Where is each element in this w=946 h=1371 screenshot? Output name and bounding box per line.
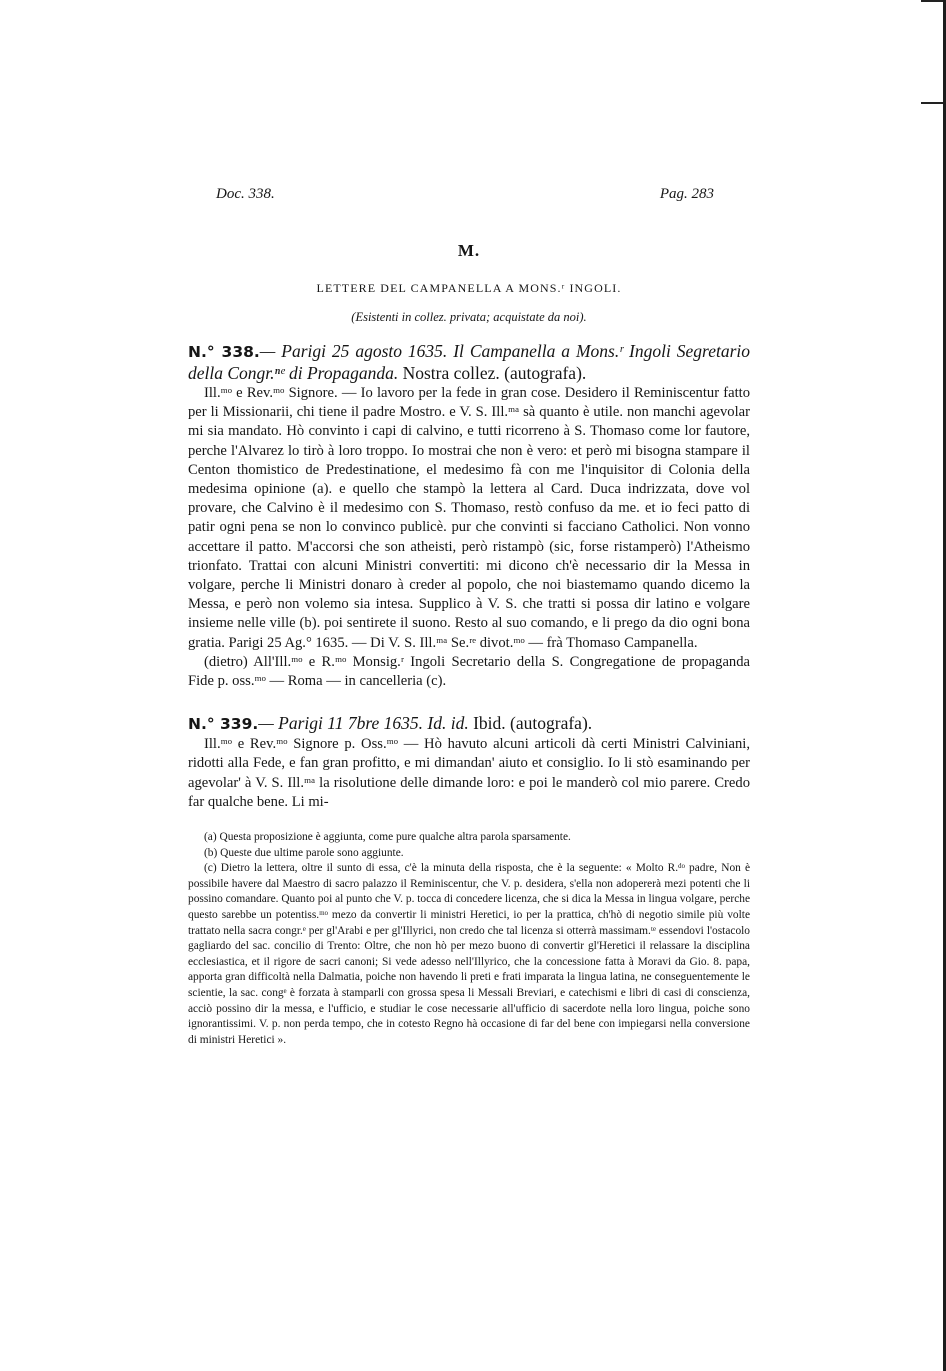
- section-letter: M.: [457, 241, 481, 260]
- entry-339-body: Ill.ᵐᵒ e Rev.ᵐᵒ Signore p. Oss.ᵐᵒ — Hò havuto alcuni articoli dà certi Ministri Calviniani, ridotti alla Fede, e fan gran profitto, e mi dimandan' aiuto et consiglio. Io li stò esaminando per agevolar' à V. S. Ill.ᵐᵃ la risolutione delle dimande loro: e poi le manderò col mio parere. Credo far qualche bene. Li mi-: [188, 736, 750, 810]
- footnote-c: (c) Dietro la lettera, oltre il sunto di essa, c'è la minuta della risposta, che è la seguente: « Molto R.ᵈᵒ padre, Non è possibile havere dal Maestro di sacro palazzo il Reminiscentur, che V. p. desidera, s'ella non adopererà mezi potenti che li possino comandare. Quanto poi al punto che V. p. tocca di concedere licenza, che si dica la Messa in lingua volgare, perche questo sarebbe un potentiss.ᵐᵒ mezo da convertir li ministri Heretici, io per la prattica, ch'hò di negotio simile più volte trattato nella sacra congr.ᵉ per gl'Arabi e per gl'Illyrici, non credo che tal licenza si otterrà massimam.ᵗᵉ essendovi l'ostacolo gagliardo del sac. concilio di Trento: Oltre, che non hò per mezo buono di convertir gl'Heretici il relassare la disciplina ecclesiastica, et il rigore de sacri canoni; Si vede adesso nell'Illyrico, che la concessione fatta à Moravi da Gio. 8. papa, apporta gran difficoltà nella Dalmatia, poiche non havendo li preti e frati imparata la lingua latina, ne conseguentemente le scientie, la sac. congᵉ è forzata à stamparli con grossa spesa li Messali Breviari, e catechismi e libri di casi di conscienza, acciò possino dir la messa, e l'ufficio, e studiar le cose necessarie all'ufficio di sacerdote nella loro lingua, poiche sono ignorantissimi. V. p. non perda tempo, che in cotesto Regno hà occasione di far del bene con impiegarsi nella conversione di ministri Heretici ».: [188, 862, 750, 1046]
- edge-mark: [921, 102, 943, 104]
- entry-339-number: N.° 339.: [188, 715, 259, 734]
- entry-338-heading-plain: Nostra collez. (autografa).: [398, 363, 587, 383]
- entry-338-heading-italic: — Parigi 25 agosto 1635. Il Campanella a Mons.ʳ Ingoli Segretario della Congr.ⁿᵉ di Propaganda.: [188, 341, 750, 383]
- entry-338-body: Ill.ᵐᵒ e Rev.ᵐᵒ Signore. — Io lavoro per la fede in gran cose. Desidero il Reminiscentur fatto per li Missionarii, chi tiene il padre Mostro. e V. S. Ill.ᵐᵃ sà quanto è utile. non manchi agevolar mi sia mandato. Hò convinto i capi di calvino, e tutti ricorreno à S. Thomaso come lor fautore, perche l'Alvarez lo tirò à loro troppo. Io mostrai che non è vero: et però mi bisogna stampare il Centon thomistico de Predestinatione, el medesimo fà con me l'inquisitor di Colonia della medesima opinione (a). e quello che stampò la lettera al Card. Duca indrizzata, dove vol provare, che Calvino è il medesimo con S. Thomaso, restò confuso da me. et io feci patto di patir ogni pena se non lo convinco publicè. pur che convinti si facciano Catholici. Non vonno accettare il patto. M'accorsi che son atheisti, però ristampò (sic, forse ristamperò) l'Atheismo trionfato. Trattai con alcuni Ministri convertiti: mi dicono ch'è necessario dir la Messa in volgare, perche li Ministri donaro à creder al popolo, che noi biastemamo quando dicemo la Messa, e però non volemo sia intesa. Supplico à V. S. che tratti si possa dir latino e volgare insieme nelle ville (b). poi sentirete il suono. Resto al suo comando, e li prego da dio ogni bona gratia. Parigi 25 Ag.° 1635. — Di V. S. Ill.ᵐᵃ Se.ʳᵉ divot.ᵐᵒ — frà Thomaso Campanella.: [188, 385, 750, 651]
- entry-338-number: N.° 338.: [188, 343, 260, 361]
- section-title: LETTERE DEL CAMPANELLA A MONS.ʳ INGOLI.: [316, 281, 622, 295]
- document-page: [188, 186, 750, 1048]
- entry-339-heading-italic: — Parigi 11 7bre 1635. Id. id.: [258, 713, 469, 734]
- footnote-a: (a) Questa proposizione è aggiunta, come pure qualche altra parola sparsamente.: [204, 831, 571, 844]
- edge-mark: [921, 0, 943, 2]
- entry-339-heading: [188, 713, 750, 735]
- entry-338-address: (dietro) All'Ill.ᵐᵒ e R.ᵐᵒ Monsig.ʳ Ingoli Secretario della S. Congregatione de propaganda Fide p. oss.ᵐᵒ — Roma — in cancelleria (c).: [188, 653, 750, 690]
- entry-339-heading-plain: Ibid. (autografa).: [468, 713, 593, 734]
- footnote-b: (b) Queste due ultime parole sono aggiunte.: [204, 846, 404, 859]
- doc-number: Doc. 338.: [216, 186, 275, 202]
- footnotes: [188, 830, 750, 1048]
- page-number: Pag. 283: [659, 186, 714, 202]
- entry-338-heading: [188, 341, 750, 384]
- section-subtitle: (Esistenti in collez. privata; acquistate da noi).: [351, 310, 587, 324]
- running-head: [188, 186, 750, 203]
